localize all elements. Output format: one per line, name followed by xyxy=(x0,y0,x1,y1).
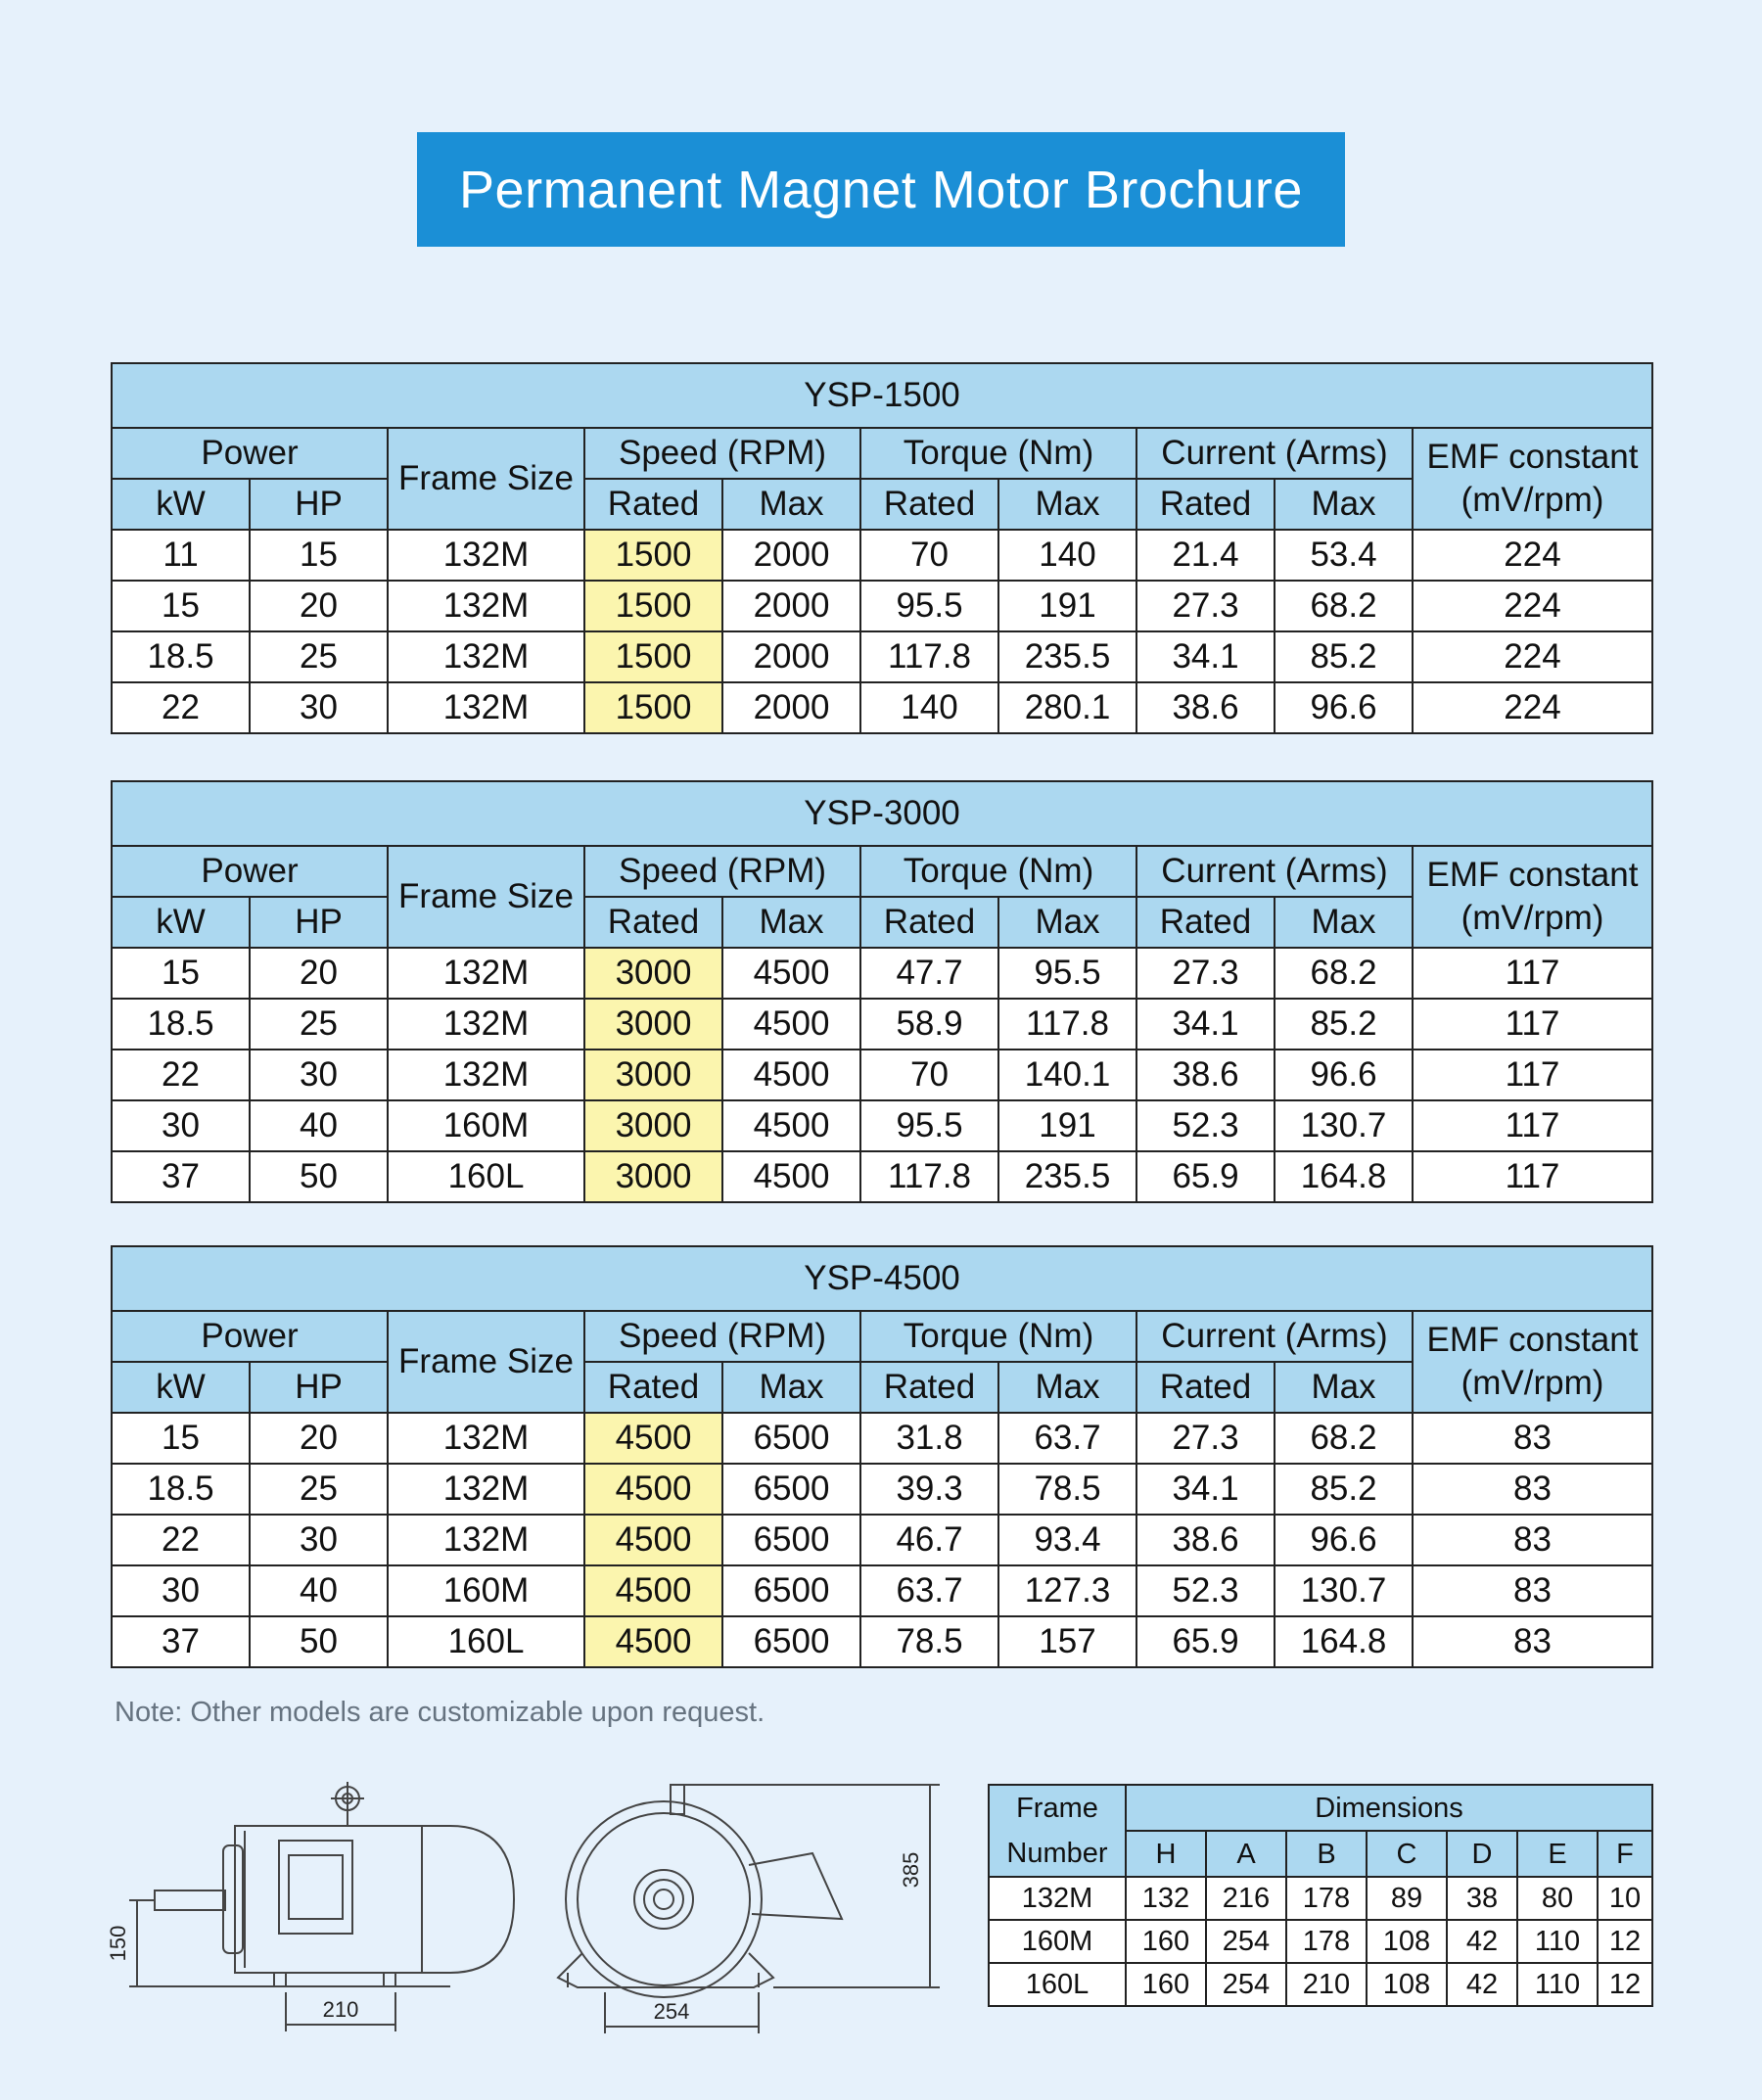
table-cell: 20 xyxy=(250,1413,388,1464)
emf-header: EMF constant (mV/rpm) xyxy=(1413,1311,1652,1413)
frame-size-header: Frame Size xyxy=(388,1311,584,1413)
table-cell: 95.5 xyxy=(998,948,1136,999)
dim-col-header: F xyxy=(1598,1831,1652,1877)
current-header: Current (Arms) xyxy=(1136,428,1413,479)
table-cell: 3000 xyxy=(584,1100,722,1151)
table-row xyxy=(112,1050,1652,1100)
table-cell: 38.6 xyxy=(1136,1050,1275,1100)
table-cell: 132M xyxy=(388,1413,584,1464)
power-header: Power xyxy=(112,428,388,479)
table-cell: 15 xyxy=(112,948,250,999)
current-max-header: Max xyxy=(1275,1362,1413,1413)
table-cell: 6500 xyxy=(722,1413,860,1464)
table-cell: 3000 xyxy=(584,948,722,999)
current-rated-header: Rated xyxy=(1136,1362,1275,1413)
table-cell: 93.4 xyxy=(998,1515,1136,1565)
table-cell: 21.4 xyxy=(1136,530,1275,581)
table-cell: 127.3 xyxy=(998,1565,1136,1616)
dimension-cell: 178 xyxy=(1286,1920,1367,1963)
table-cell: 38.6 xyxy=(1136,682,1275,733)
table-cell: 85.2 xyxy=(1275,631,1413,682)
frame-number-cell: 132M xyxy=(989,1877,1126,1920)
header-row xyxy=(112,428,1652,479)
table-cell: 117 xyxy=(1413,999,1652,1050)
hp-header: HP xyxy=(250,479,388,530)
current-max-header: Max xyxy=(1275,897,1413,948)
torque-rated-header: Rated xyxy=(860,897,998,948)
table-cell: 6500 xyxy=(722,1464,860,1515)
dimension-cell: 42 xyxy=(1447,1920,1517,1963)
table-cell: 65.9 xyxy=(1136,1151,1275,1202)
table-cell: 4500 xyxy=(722,948,860,999)
frame-number-cell: 160L xyxy=(989,1963,1126,2006)
dimension-cell: 12 xyxy=(1598,1920,1652,1963)
hp-header: HP xyxy=(250,897,388,948)
table-cell: 38.6 xyxy=(1136,1515,1275,1565)
dimension-cell: 132 xyxy=(1126,1877,1206,1920)
table-cell: 27.3 xyxy=(1136,1413,1275,1464)
table-cell: 70 xyxy=(860,530,998,581)
table-cell: 117.8 xyxy=(860,1151,998,1202)
table-cell: 160L xyxy=(388,1616,584,1667)
front-width-label: 254 xyxy=(653,1999,690,2024)
table-cell: 130.7 xyxy=(1275,1565,1413,1616)
speed-rated-header: Rated xyxy=(584,897,722,948)
dim-col-header: A xyxy=(1206,1831,1286,1877)
table-cell: 117 xyxy=(1413,948,1652,999)
current-max-header: Max xyxy=(1275,479,1413,530)
torque-header: Torque (Nm) xyxy=(860,428,1136,479)
frame-number-header: Frame Number xyxy=(989,1785,1126,1877)
dimension-cell: 108 xyxy=(1367,1920,1447,1963)
table-cell: 30 xyxy=(250,1050,388,1100)
table-cell: 96.6 xyxy=(1275,1515,1413,1565)
dimension-cell: 254 xyxy=(1206,1963,1286,2006)
speed-max-header: Max xyxy=(722,479,860,530)
table-cell: 50 xyxy=(250,1616,388,1667)
spec-table-ysp-4500 xyxy=(111,1245,1653,1668)
table-cell: 160M xyxy=(388,1565,584,1616)
table-cell: 85.2 xyxy=(1275,1464,1413,1515)
current-header: Current (Arms) xyxy=(1136,1311,1413,1362)
table-cell: 50 xyxy=(250,1151,388,1202)
torque-header: Torque (Nm) xyxy=(860,1311,1136,1362)
table-cell: 70 xyxy=(860,1050,998,1100)
table-cell: 52.3 xyxy=(1136,1565,1275,1616)
dimension-cell: 160 xyxy=(1126,1920,1206,1963)
motor-drawings xyxy=(98,1777,950,2041)
dimension-cell: 210 xyxy=(1286,1963,1367,2006)
dimension-cell: 108 xyxy=(1367,1963,1447,2006)
table-cell: 30 xyxy=(112,1565,250,1616)
table-cell: 130.7 xyxy=(1275,1100,1413,1151)
table-cell: 117.8 xyxy=(860,631,998,682)
note-text: Note: Other models are customizable upon request. xyxy=(115,1697,765,1728)
table-cell: 15 xyxy=(112,581,250,631)
table-caption-row xyxy=(112,363,1652,428)
table-cell: 18.5 xyxy=(112,1464,250,1515)
table-cell: 4500 xyxy=(584,1515,722,1565)
table-cell: 83 xyxy=(1413,1616,1652,1667)
table-cell: 132M xyxy=(388,1050,584,1100)
table-cell: 95.5 xyxy=(860,1100,998,1151)
table-cell: 34.1 xyxy=(1136,999,1275,1050)
dimension-cell: 178 xyxy=(1286,1877,1367,1920)
dim-col-header: D xyxy=(1447,1831,1517,1877)
dimension-cell: 38 xyxy=(1447,1877,1517,1920)
table-cell: 39.3 xyxy=(860,1464,998,1515)
table-cell: 191 xyxy=(998,1100,1136,1151)
table-cell: 117 xyxy=(1413,1151,1652,1202)
frame-size-header: Frame Size xyxy=(388,428,584,530)
table-cell: 140 xyxy=(860,682,998,733)
torque-max-header: Max xyxy=(998,479,1136,530)
table-cell: 160M xyxy=(388,1100,584,1151)
dimension-cell: 10 xyxy=(1598,1877,1652,1920)
speed-rated-header: Rated xyxy=(584,1362,722,1413)
dimension-cell: 89 xyxy=(1367,1877,1447,1920)
motor-front-view xyxy=(558,1785,940,2033)
table-cell: 1500 xyxy=(584,682,722,733)
table-caption-row xyxy=(112,1246,1652,1311)
table-cell: 2000 xyxy=(722,581,860,631)
speed-max-header: Max xyxy=(722,1362,860,1413)
dimensions-row xyxy=(989,1920,1652,1963)
kw-header: kW xyxy=(112,897,250,948)
speed-rated-header: Rated xyxy=(584,479,722,530)
dimension-cell: 110 xyxy=(1517,1963,1598,2006)
table-cell: 18.5 xyxy=(112,631,250,682)
table-cell: 63.7 xyxy=(998,1413,1136,1464)
table-cell: 117.8 xyxy=(998,999,1136,1050)
table-cell: 235.5 xyxy=(998,1151,1136,1202)
torque-header: Torque (Nm) xyxy=(860,846,1136,897)
motor-side-view xyxy=(129,1782,514,2031)
table-cell: 15 xyxy=(112,1413,250,1464)
table-cell: 53.4 xyxy=(1275,530,1413,581)
table-cell: 160L xyxy=(388,1151,584,1202)
table-cell: 11 xyxy=(112,530,250,581)
table-cell: 2000 xyxy=(722,631,860,682)
dim-col-header: H xyxy=(1126,1831,1206,1877)
table-cell: 280.1 xyxy=(998,682,1136,733)
emf-header: EMF constant (mV/rpm) xyxy=(1413,846,1652,948)
torque-max-header: Max xyxy=(998,897,1136,948)
table-cell: 132M xyxy=(388,1464,584,1515)
dimension-cell: 110 xyxy=(1517,1920,1598,1963)
side-height-label: 150 xyxy=(106,1925,130,1962)
dim-col-header: B xyxy=(1286,1831,1367,1877)
table-cell: 132M xyxy=(388,1515,584,1565)
table-cell: 4500 xyxy=(722,999,860,1050)
table-cell: 224 xyxy=(1413,631,1652,682)
table-cell: 46.7 xyxy=(860,1515,998,1565)
table-cell: 132M xyxy=(388,999,584,1050)
table-cell: 25 xyxy=(250,631,388,682)
table-cell: 140 xyxy=(998,530,1136,581)
table-cell: 164.8 xyxy=(1275,1151,1413,1202)
table-cell: 27.3 xyxy=(1136,581,1275,631)
table-cell: 4500 xyxy=(584,1565,722,1616)
model-title: YSP-4500 xyxy=(112,1246,1652,1311)
table-row xyxy=(112,1100,1652,1151)
table-cell: 2000 xyxy=(722,682,860,733)
table-cell: 20 xyxy=(250,581,388,631)
dimension-cell: 254 xyxy=(1206,1920,1286,1963)
current-header: Current (Arms) xyxy=(1136,846,1413,897)
table-cell: 157 xyxy=(998,1616,1136,1667)
dimension-cell: 42 xyxy=(1447,1963,1517,2006)
table-cell: 95.5 xyxy=(860,581,998,631)
table-cell: 96.6 xyxy=(1275,682,1413,733)
table-cell: 25 xyxy=(250,1464,388,1515)
dimensions-header: Dimensions xyxy=(1126,1785,1652,1831)
table-cell: 78.5 xyxy=(998,1464,1136,1515)
speed-header: Speed (RPM) xyxy=(584,846,860,897)
table-cell: 34.1 xyxy=(1136,1464,1275,1515)
dimension-cell: 12 xyxy=(1598,1963,1652,2006)
table-cell: 96.6 xyxy=(1275,1050,1413,1100)
table-cell: 34.1 xyxy=(1136,631,1275,682)
table-cell: 25 xyxy=(250,999,388,1050)
table-cell: 224 xyxy=(1413,530,1652,581)
table-cell: 4500 xyxy=(722,1100,860,1151)
spec-table-ysp-3000 xyxy=(111,780,1653,1203)
speed-max-header: Max xyxy=(722,897,860,948)
table-cell: 132M xyxy=(388,581,584,631)
dimension-cell: 160 xyxy=(1126,1963,1206,2006)
table-row xyxy=(112,1413,1652,1464)
table-cell: 1500 xyxy=(584,530,722,581)
frame-size-header: Frame Size xyxy=(388,846,584,948)
torque-rated-header: Rated xyxy=(860,1362,998,1413)
table-cell: 6500 xyxy=(722,1616,860,1667)
table-cell: 83 xyxy=(1413,1464,1652,1515)
table-cell: 132M xyxy=(388,530,584,581)
spec-table-ysp-1500 xyxy=(111,362,1653,734)
kw-header: kW xyxy=(112,1362,250,1413)
table-cell: 224 xyxy=(1413,581,1652,631)
table-cell: 22 xyxy=(112,1515,250,1565)
table-row xyxy=(112,682,1652,733)
power-header: Power xyxy=(112,846,388,897)
table-cell: 164.8 xyxy=(1275,1616,1413,1667)
torque-rated-header: Rated xyxy=(860,479,998,530)
torque-max-header: Max xyxy=(998,1362,1136,1413)
table-cell: 3000 xyxy=(584,1151,722,1202)
table-cell: 65.9 xyxy=(1136,1616,1275,1667)
table-row xyxy=(112,1616,1652,1667)
table-row xyxy=(112,948,1652,999)
table-row xyxy=(112,1565,1652,1616)
table-cell: 20 xyxy=(250,948,388,999)
kw-header: kW xyxy=(112,479,250,530)
table-cell: 4500 xyxy=(722,1050,860,1100)
front-height-label: 385 xyxy=(899,1851,923,1889)
dimension-cell: 80 xyxy=(1517,1877,1598,1920)
table-cell: 58.9 xyxy=(860,999,998,1050)
table-cell: 40 xyxy=(250,1100,388,1151)
page-title: Permanent Magnet Motor Brochure xyxy=(417,132,1345,247)
model-title: YSP-3000 xyxy=(112,781,1652,846)
table-row xyxy=(112,581,1652,631)
table-row xyxy=(112,1464,1652,1515)
power-header: Power xyxy=(112,1311,388,1362)
table-cell: 117 xyxy=(1413,1050,1652,1100)
emf-header: EMF constant (mV/rpm) xyxy=(1413,428,1652,530)
table-cell: 2000 xyxy=(722,530,860,581)
dimensions-row xyxy=(989,1877,1652,1920)
table-cell: 47.7 xyxy=(860,948,998,999)
table-cell: 4500 xyxy=(584,1616,722,1667)
table-cell: 6500 xyxy=(722,1515,860,1565)
table-cell: 117 xyxy=(1413,1100,1652,1151)
table-cell: 4500 xyxy=(584,1464,722,1515)
speed-header: Speed (RPM) xyxy=(584,428,860,479)
table-row xyxy=(112,530,1652,581)
table-caption-row xyxy=(112,781,1652,846)
table-cell: 3000 xyxy=(584,1050,722,1100)
table-cell: 30 xyxy=(250,682,388,733)
table-cell: 132M xyxy=(388,682,584,733)
table-cell: 40 xyxy=(250,1565,388,1616)
table-cell: 22 xyxy=(112,1050,250,1100)
hp-header: HP xyxy=(250,1362,388,1413)
table-cell: 132M xyxy=(388,631,584,682)
current-rated-header: Rated xyxy=(1136,479,1275,530)
speed-header: Speed (RPM) xyxy=(584,1311,860,1362)
table-cell: 4500 xyxy=(584,1413,722,1464)
dim-col-header: E xyxy=(1517,1831,1598,1877)
current-rated-header: Rated xyxy=(1136,897,1275,948)
table-cell: 4500 xyxy=(722,1151,860,1202)
table-cell: 27.3 xyxy=(1136,948,1275,999)
table-cell: 235.5 xyxy=(998,631,1136,682)
table-cell: 6500 xyxy=(722,1565,860,1616)
dimensions-header-row xyxy=(989,1785,1652,1831)
table-cell: 37 xyxy=(112,1151,250,1202)
side-width-label: 210 xyxy=(322,1997,359,2022)
table-cell: 30 xyxy=(250,1515,388,1565)
table-cell: 224 xyxy=(1413,682,1652,733)
table-cell: 31.8 xyxy=(860,1413,998,1464)
table-cell: 22 xyxy=(112,682,250,733)
table-cell: 68.2 xyxy=(1275,1413,1413,1464)
table-cell: 15 xyxy=(250,530,388,581)
table-row xyxy=(112,1151,1652,1202)
table-cell: 68.2 xyxy=(1275,581,1413,631)
dimension-cell: 216 xyxy=(1206,1877,1286,1920)
table-cell: 18.5 xyxy=(112,999,250,1050)
table-cell: 1500 xyxy=(584,581,722,631)
table-cell: 52.3 xyxy=(1136,1100,1275,1151)
dim-col-header: C xyxy=(1367,1831,1447,1877)
table-cell: 63.7 xyxy=(860,1565,998,1616)
table-cell: 37 xyxy=(112,1616,250,1667)
model-title: YSP-1500 xyxy=(112,363,1652,428)
table-cell: 132M xyxy=(388,948,584,999)
table-cell: 83 xyxy=(1413,1515,1652,1565)
table-cell: 3000 xyxy=(584,999,722,1050)
header-row xyxy=(112,846,1652,897)
table-cell: 68.2 xyxy=(1275,948,1413,999)
frame-number-cell: 160M xyxy=(989,1920,1126,1963)
table-cell: 83 xyxy=(1413,1565,1652,1616)
table-cell: 191 xyxy=(998,581,1136,631)
table-cell: 140.1 xyxy=(998,1050,1136,1100)
table-row xyxy=(112,631,1652,682)
table-cell: 83 xyxy=(1413,1413,1652,1464)
table-row xyxy=(112,999,1652,1050)
dimensions-table xyxy=(988,1784,1653,2007)
table-row xyxy=(112,1515,1652,1565)
table-cell: 85.2 xyxy=(1275,999,1413,1050)
table-cell: 1500 xyxy=(584,631,722,682)
table-cell: 78.5 xyxy=(860,1616,998,1667)
table-cell: 30 xyxy=(112,1100,250,1151)
dimensions-row xyxy=(989,1963,1652,2006)
header-row xyxy=(112,1311,1652,1362)
